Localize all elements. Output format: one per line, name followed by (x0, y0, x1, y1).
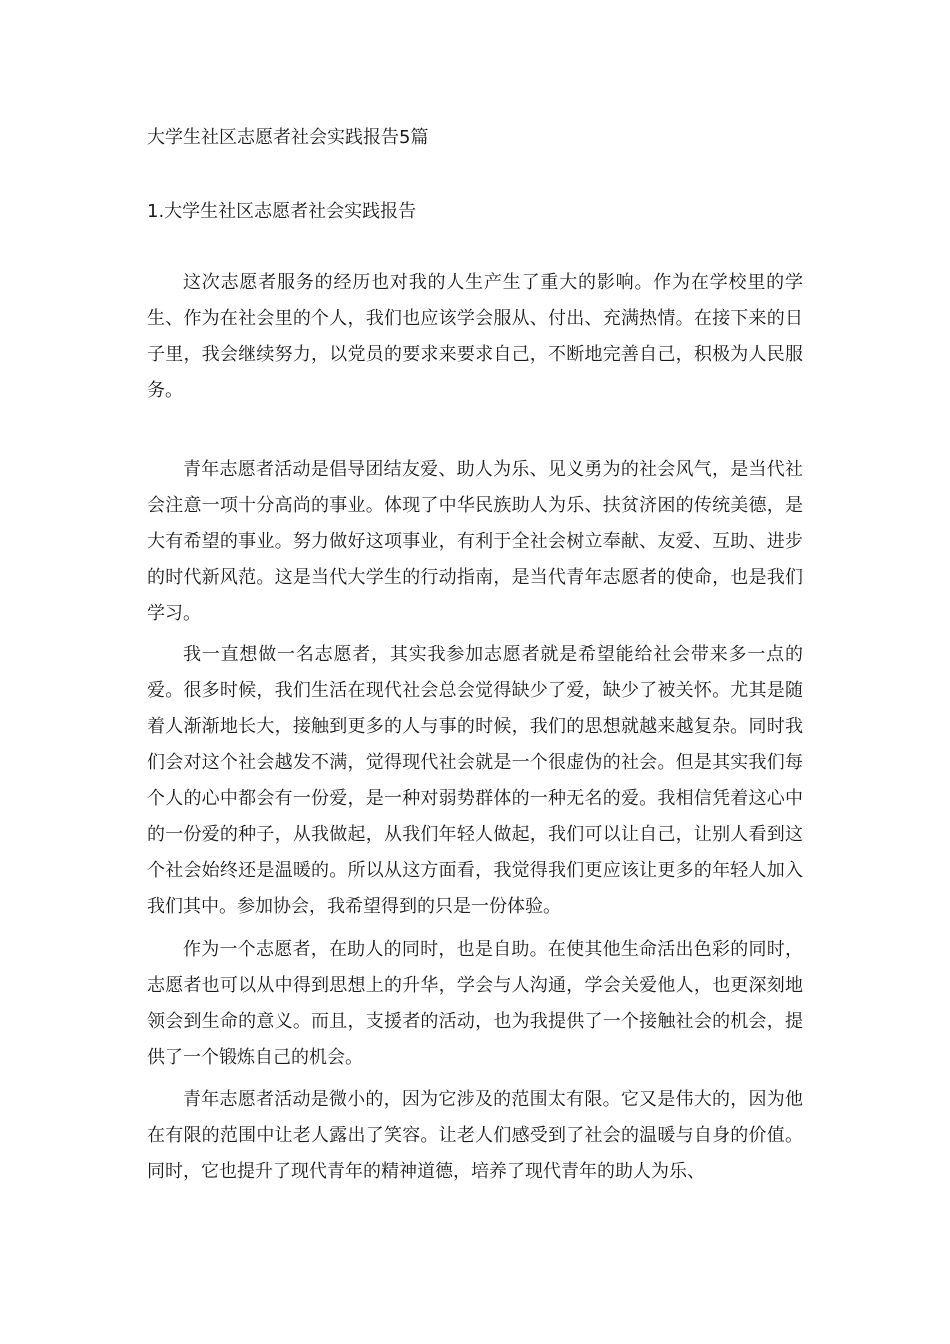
document-title: 大学生社区志愿者社会实践报告5篇 (147, 127, 429, 148)
paragraph-4: 作为一个志愿者，在助人的同时，也是自助。在使其他生命活出色彩的同时，志愿者也可以从中得到思想上的升华，学会与人沟通，学会关爱他人，也更深刻地领会到生命的意义。而且，支援者的活动，也为我提供了一个接触社会的机会，提供了一个锻炼自己的机会。 (147, 939, 803, 1068)
paragraph-3: 我一直想做一名志愿者，其实我参加志愿者就是希望能给社会带来多一点的爱。很多时候，我们生活在现代社会总会觉得缺少了爱，缺少了被关怀。尤其是随着人渐渐地长大，接触到更多的人与事的时候，我们的思想就越来越复杂。同时我们会对这个社会越发不满，觉得现代社会就是一个很虚伪的社会。但是其实我们每个人的心中都会有一份爱，是一种对弱势群体的一种无名的爱。我相信凭着这心中的一份爱的种子，从我做起，从我们年轻人做起，我们可以让自己，让别人看到这个社会始终还是温暖的。所以从这方面看，我觉得我们更应该让更多的年轻人加入我们其中。参加协会，我希望得到的只是一份体验。 (147, 644, 803, 917)
paragraph-5: 青年志愿者活动是微小的，因为它涉及的范围太有限。它又是伟大的，因为他在有限的范围中让老人露出了笑容。让老人们感受到了社会的温暖与自身的价值。同时，它也提升了现代青年的精神道德，培养了现代青年的助人为乐、 (147, 1089, 803, 1182)
section-heading: 1.大学生社区志愿者社会实践报告 (147, 201, 417, 222)
paragraph-2: 青年志愿者活动是倡导团结友爱、助人为乐、见义勇为的社会风气，是当代社会注意一项十分高尚的事业。体现了中华民族助人为乐、扶贫济困的传统美德，是大有希望的事业。努力做好这项事业，有利于全社会树立奉献、友爱、互助、进步的时代新风范。这是当代大学生的行动指南，是当代青年志愿者的使命，也是我们学习。 (147, 459, 803, 624)
paragraph-1: 这次志愿者服务的经历也对我的人生产生了重大的影响。作为在学校里的学生、作为在社会里的个人，我们也应该学会服从、付出、充满热情。在接下来的日子里，我会继续努力，以党员的要求来要求自己，不断地完善自己，积极为人民服务。 (147, 272, 803, 401)
